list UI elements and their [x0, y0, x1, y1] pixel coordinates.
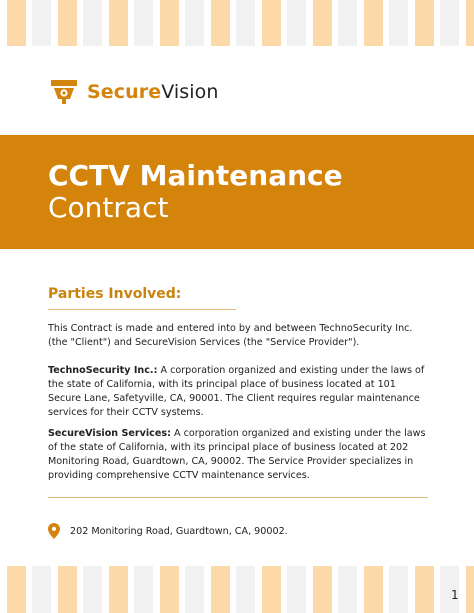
document-title: CCTV Maintenance [48, 159, 343, 192]
section-divider [48, 497, 428, 498]
footer-address [48, 523, 288, 539]
party-provider-name: SecureVision Services: [48, 428, 171, 439]
intro-paragraph: This Contract is made and entered into by and between TechnoSecurity Inc. (the "Client") and SecureVision Services (the "Service Provider"). [48, 323, 413, 348]
brand-name-rest: Vision [161, 81, 219, 103]
party-client-description: A corporation organized and existing under the laws of the state of California, with its principal place of business located at 101 Secure Lane, Safetyville, CA, 90001. The Client requires regular maintenance services for their CCTV systems. [48, 365, 425, 418]
top-stripe-band [0, 0, 474, 46]
address-text: 202 Monitoring Road, Guardtown, CA, 90002. [70, 525, 288, 537]
party-provider-description: A corporation organized and existing under the laws of the state of California, with its principal place of business located at 202 Monitoring Road, Guardtown, CA, 90002. The Service Provider specializes in providing comprehensive CCTV maintenance services. [48, 428, 426, 481]
location-pin-icon [48, 523, 60, 539]
section-heading: Parties Involved: [48, 286, 182, 302]
party-client-paragraph [48, 364, 428, 420]
party-client-name: TechnoSecurity Inc.: [48, 365, 158, 376]
brand-name-accent: Secure [87, 81, 162, 103]
brand-logo [50, 78, 219, 106]
party-provider-paragraph [48, 427, 428, 483]
bottom-stripe-band [0, 566, 474, 613]
brand-name [87, 81, 219, 103]
heading-divider [48, 309, 236, 310]
title-banner [0, 135, 474, 249]
page-number: 1 [451, 588, 459, 602]
security-camera-icon [50, 79, 78, 105]
document-subtitle: Contract [48, 191, 169, 224]
